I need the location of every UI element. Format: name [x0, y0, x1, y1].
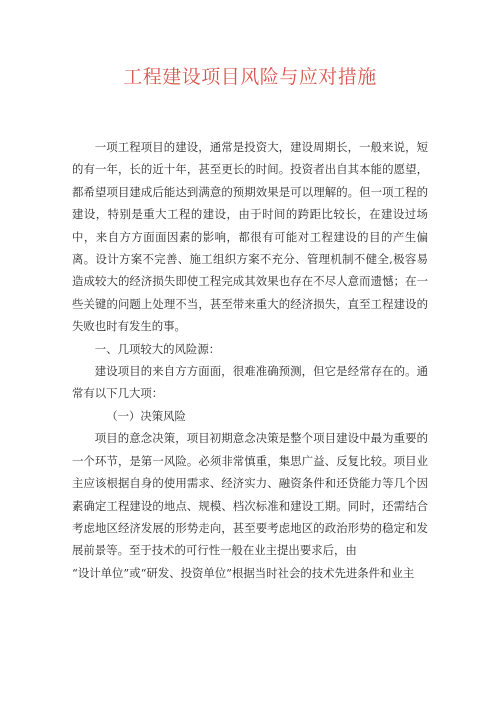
paragraph-continuation: “设计单位”或“研发、投资单位”根据当时社会的技术先进条件和业主 [72, 565, 415, 580]
subsection-heading-decision-risk: （一）决策风险 [106, 408, 186, 423]
paragraph-intro: 一项工程项目的建设，通常是投资大，建设周期长，一般来说，短的有一年，长的近十年，甚至更长的时间。投资者出自其本能的愿望，都希望项目建成后能达到满意的预期效果是可以理解的。但一项工程的建设，特别是重大工程的建设，由于时间的跨距比较长，在建设过场中，来自方方面面因素的影响，都很有可能对工程建设的目的产生偏离。设计方案不完善、施工组织方案不充分、管理机制不健全,极容易造成较大的经济损失即使工程完成其效果也存在不尽人意而遗憾；在一些关键的问题上处理不当，甚至带来重大的经济损失，直至工程建设的失败也时有发生的事。 [72, 140, 428, 334]
section-heading-risk-sources: 一、几项较大的风险源： [94, 341, 221, 356]
paragraph-risk-overview: 建设项目的来自方方面面，很难准确预测，但它是经常存在的。通常有以下几大项： [72, 364, 428, 401]
document-title: 工程建设项目风险与应对措施 [123, 66, 377, 88]
paragraph-decision-risk: 项目的意念决策，项目初期意念决策是整个项目建设中最为重要的一个环节，是第一风险。必须非常慎重，集思广益、反复比较。项目业主应该根据自身的使用需求、经济实力、融资条件和还贷能力等几个因素确定工程建设的地点、规模、档次标准和建设工期。同时，还需结合考虑地区经济发展的形势走向，甚至要考虑地区的政治形势的稳定和发展前景等。至于技术的可行性一般在业主提出要求后，由 [72, 431, 428, 558]
document-body [72, 136, 428, 584]
